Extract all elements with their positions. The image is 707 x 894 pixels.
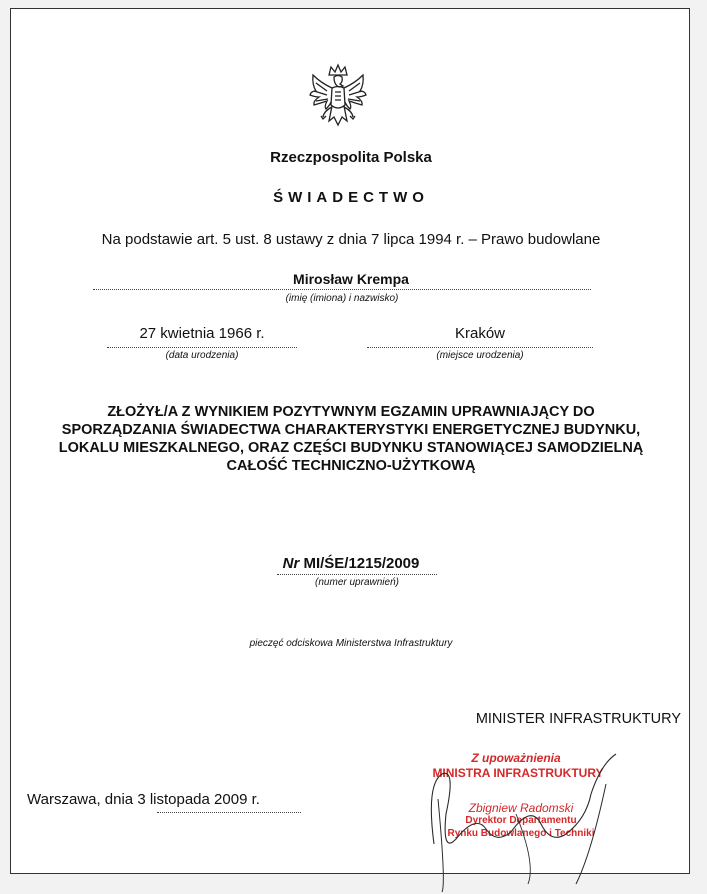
statement-line-4: CAŁOŚĆ TECHNICZNO-UŻYTKOWĄ <box>226 458 476 474</box>
stamp-role-line-2: Rynku Budowlanego i Techniki <box>447 828 595 839</box>
license-number-dotted-line <box>277 574 437 575</box>
birth-date-dotted-line <box>107 347 297 348</box>
stamp-authorization: Z upoważnienia <box>471 751 561 765</box>
birth-place-caption: (miejsce urodzenia) <box>436 350 524 361</box>
country-name: Rzeczpospolita Polska <box>270 149 432 166</box>
holder-name: Mirosław Krempa <box>293 271 409 287</box>
license-number-prefix: Nr <box>282 555 300 572</box>
polish-eagle-emblem-icon <box>307 61 369 133</box>
license-number-caption: (numer uprawnień) <box>315 577 399 588</box>
stamp-signatory-name: Zbigniew Radomski <box>468 801 574 815</box>
license-number-value: MI/ŚE/1215/2009 <box>303 555 420 572</box>
place-and-date: Warszawa, dnia 3 listopada 2009 r. <box>27 791 260 808</box>
birth-date-caption: (data urodzenia) <box>165 350 239 361</box>
document-title: ŚWIADECTWO <box>273 189 429 206</box>
handwritten-signature <box>416 744 636 894</box>
holder-name-caption: (imię (imiona) i nazwisko) <box>285 293 399 304</box>
legal-basis: Na podstawie art. 5 ust. 8 ustawy z dnia 7 lipca 1994 r. – Prawo budowlane <box>101 231 601 248</box>
birth-date: 27 kwietnia 1966 r. <box>139 325 265 342</box>
seal-note: pieczęć odciskowa Ministerstwa Infrastruktury <box>249 638 453 649</box>
stamp-role-line-1: Dyrektor Departamentu <box>465 815 577 826</box>
exam-statement <box>11 403 691 475</box>
holder-name-dotted-line <box>93 289 591 290</box>
statement-line-2: SPORZĄDZANIA ŚWIADECTWA CHARAKTERYSTYKI ENERGETYCZNEJ BUDYNKU, <box>61 422 641 438</box>
birth-place: Kraków <box>454 325 506 342</box>
license-number <box>11 555 691 572</box>
minister-title: MINISTER INFRASTRUKTURY <box>475 711 681 727</box>
stamp-ministry: MINISTRA INFRASTRUKTURY <box>432 766 604 780</box>
statement-line-1: ZŁOŻYŁ/A Z WYNIKIEM POZYTYWNYM EGZAMIN UPRAWNIAJĄCY DO <box>107 404 595 420</box>
statement-line-3: LOKALU MIESZKALNEGO, ORAZ CZĘŚCI BUDYNKU STANOWIĄCEJ SAMODZIELNĄ <box>58 440 644 456</box>
certificate-page <box>10 8 690 874</box>
birth-place-dotted-line <box>367 347 593 348</box>
place-date-dotted-line <box>157 812 301 813</box>
